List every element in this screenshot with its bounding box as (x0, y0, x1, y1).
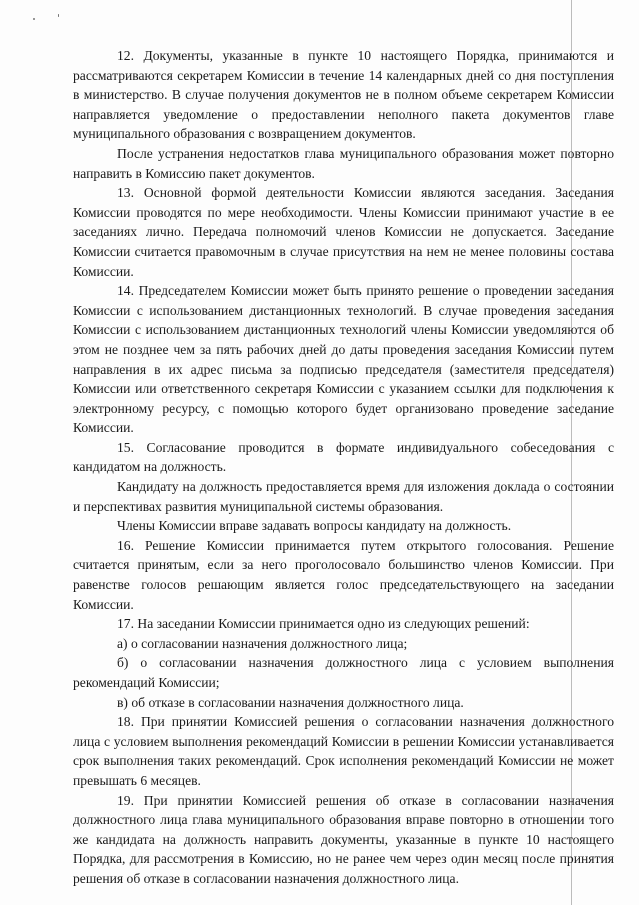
paragraph-17-option-b: б) о согласовании назначения должностного лица с условием выполнения рекомендаций Комиссии; (73, 655, 614, 690)
document-body (73, 46, 614, 889)
paragraph-17: 17. На заседании Комиссии принимается одно из следующих решений: (117, 616, 530, 632)
paragraph-18: 18. При принятии Комиссией решения о согласовании назначения должностного лица с условием выполнения рекомендаций Комиссии в решении Комиссии устанавливается срок выполнения таких рекомендаций. Срок исполнения рекомендаций Комиссии не может превышать 6 месяцев. (73, 714, 614, 788)
paragraph-15-report: Кандидату на должность предоставляется время для изложения доклада о состоянии и перспективах развития муниципальной системы образования. (73, 479, 614, 514)
paragraph-15: 15. Согласование проводится в формате индивидуального собеседования с кандидатом на должность. (73, 439, 614, 475)
paragraph-15-questions: Члены Комиссии вправе задавать вопросы кандидату на должность. (117, 518, 512, 534)
paragraph-14: 14. Председателем Комиссии может быть принято решение о проведении заседания Комиссии с использованием дистанционных технологий. В случае проведения заседания Комиссии с использованием дистанционных технологий члены Комиссии уведомляются об этом не позднее чем за пять рабочих дней до даты проведения заседания Комиссии путем направления в их адрес письма за подписью председателя (заместителя председателя) Комиссии или ответственного секретаря Комиссии с указанием ссылки для подключения к электронному ресурсу, с помощью которого будет организовано проведение заседание Комиссии. (73, 283, 614, 436)
paragraph-12-continuation: После устранения недостатков глава муниципального образования может повторно направить в Комиссию пакет документов. (73, 145, 614, 181)
paragraph-19: 19. При принятии Комиссией решения об отказе в согласовании назначения должностного лица глава муниципального образования вправе повторно в отношении того же кандидата на должность направить документы, указанные в пункте 10 настоящего Порядка, для рассмотрения в Комиссию, но не ранее чем через один месяц после принятия решения об отказе в согласовании назначения должностного лица. (73, 792, 614, 886)
paragraph-13: 13. Основной формой деятельности Комиссии являются заседания. Заседания Комиссии проводятся по мере необходимости. Члены Комиссии принимают участие в ее заседаниях лично. Передача полномочий членов Комиссии не допускается. Заседание Комиссии считается правомочным в случае присутствия на нем не менее половины состава Комиссии. (73, 185, 614, 279)
paragraph-12: 12. Документы, указанные в пункте 10 настоящего Порядка, принимаются и рассматриваются секретарем Комиссии в течение 14 календарных дней со дня поступления в министерство. В случае получения документов не в полном объеме секретарем Комиссии направляется уведомление о предоставлении неполного пакета документов главе муниципального образования с возвращением документов. (73, 48, 614, 142)
paragraph-17-option-a: а) о согласовании назначения должностного лица; (117, 635, 408, 651)
paragraph-17-option-c: в) об отказе в согласовании назначения должностного лица. (117, 694, 464, 710)
paragraph-16: 16. Решение Комиссии принимается путем открытого голосования. Решение считается принятым, если за него проголосовало большинство членов Комиссии. При равенстве голосов решающим является голос председательствующего на заседании Комиссии. (73, 537, 614, 612)
